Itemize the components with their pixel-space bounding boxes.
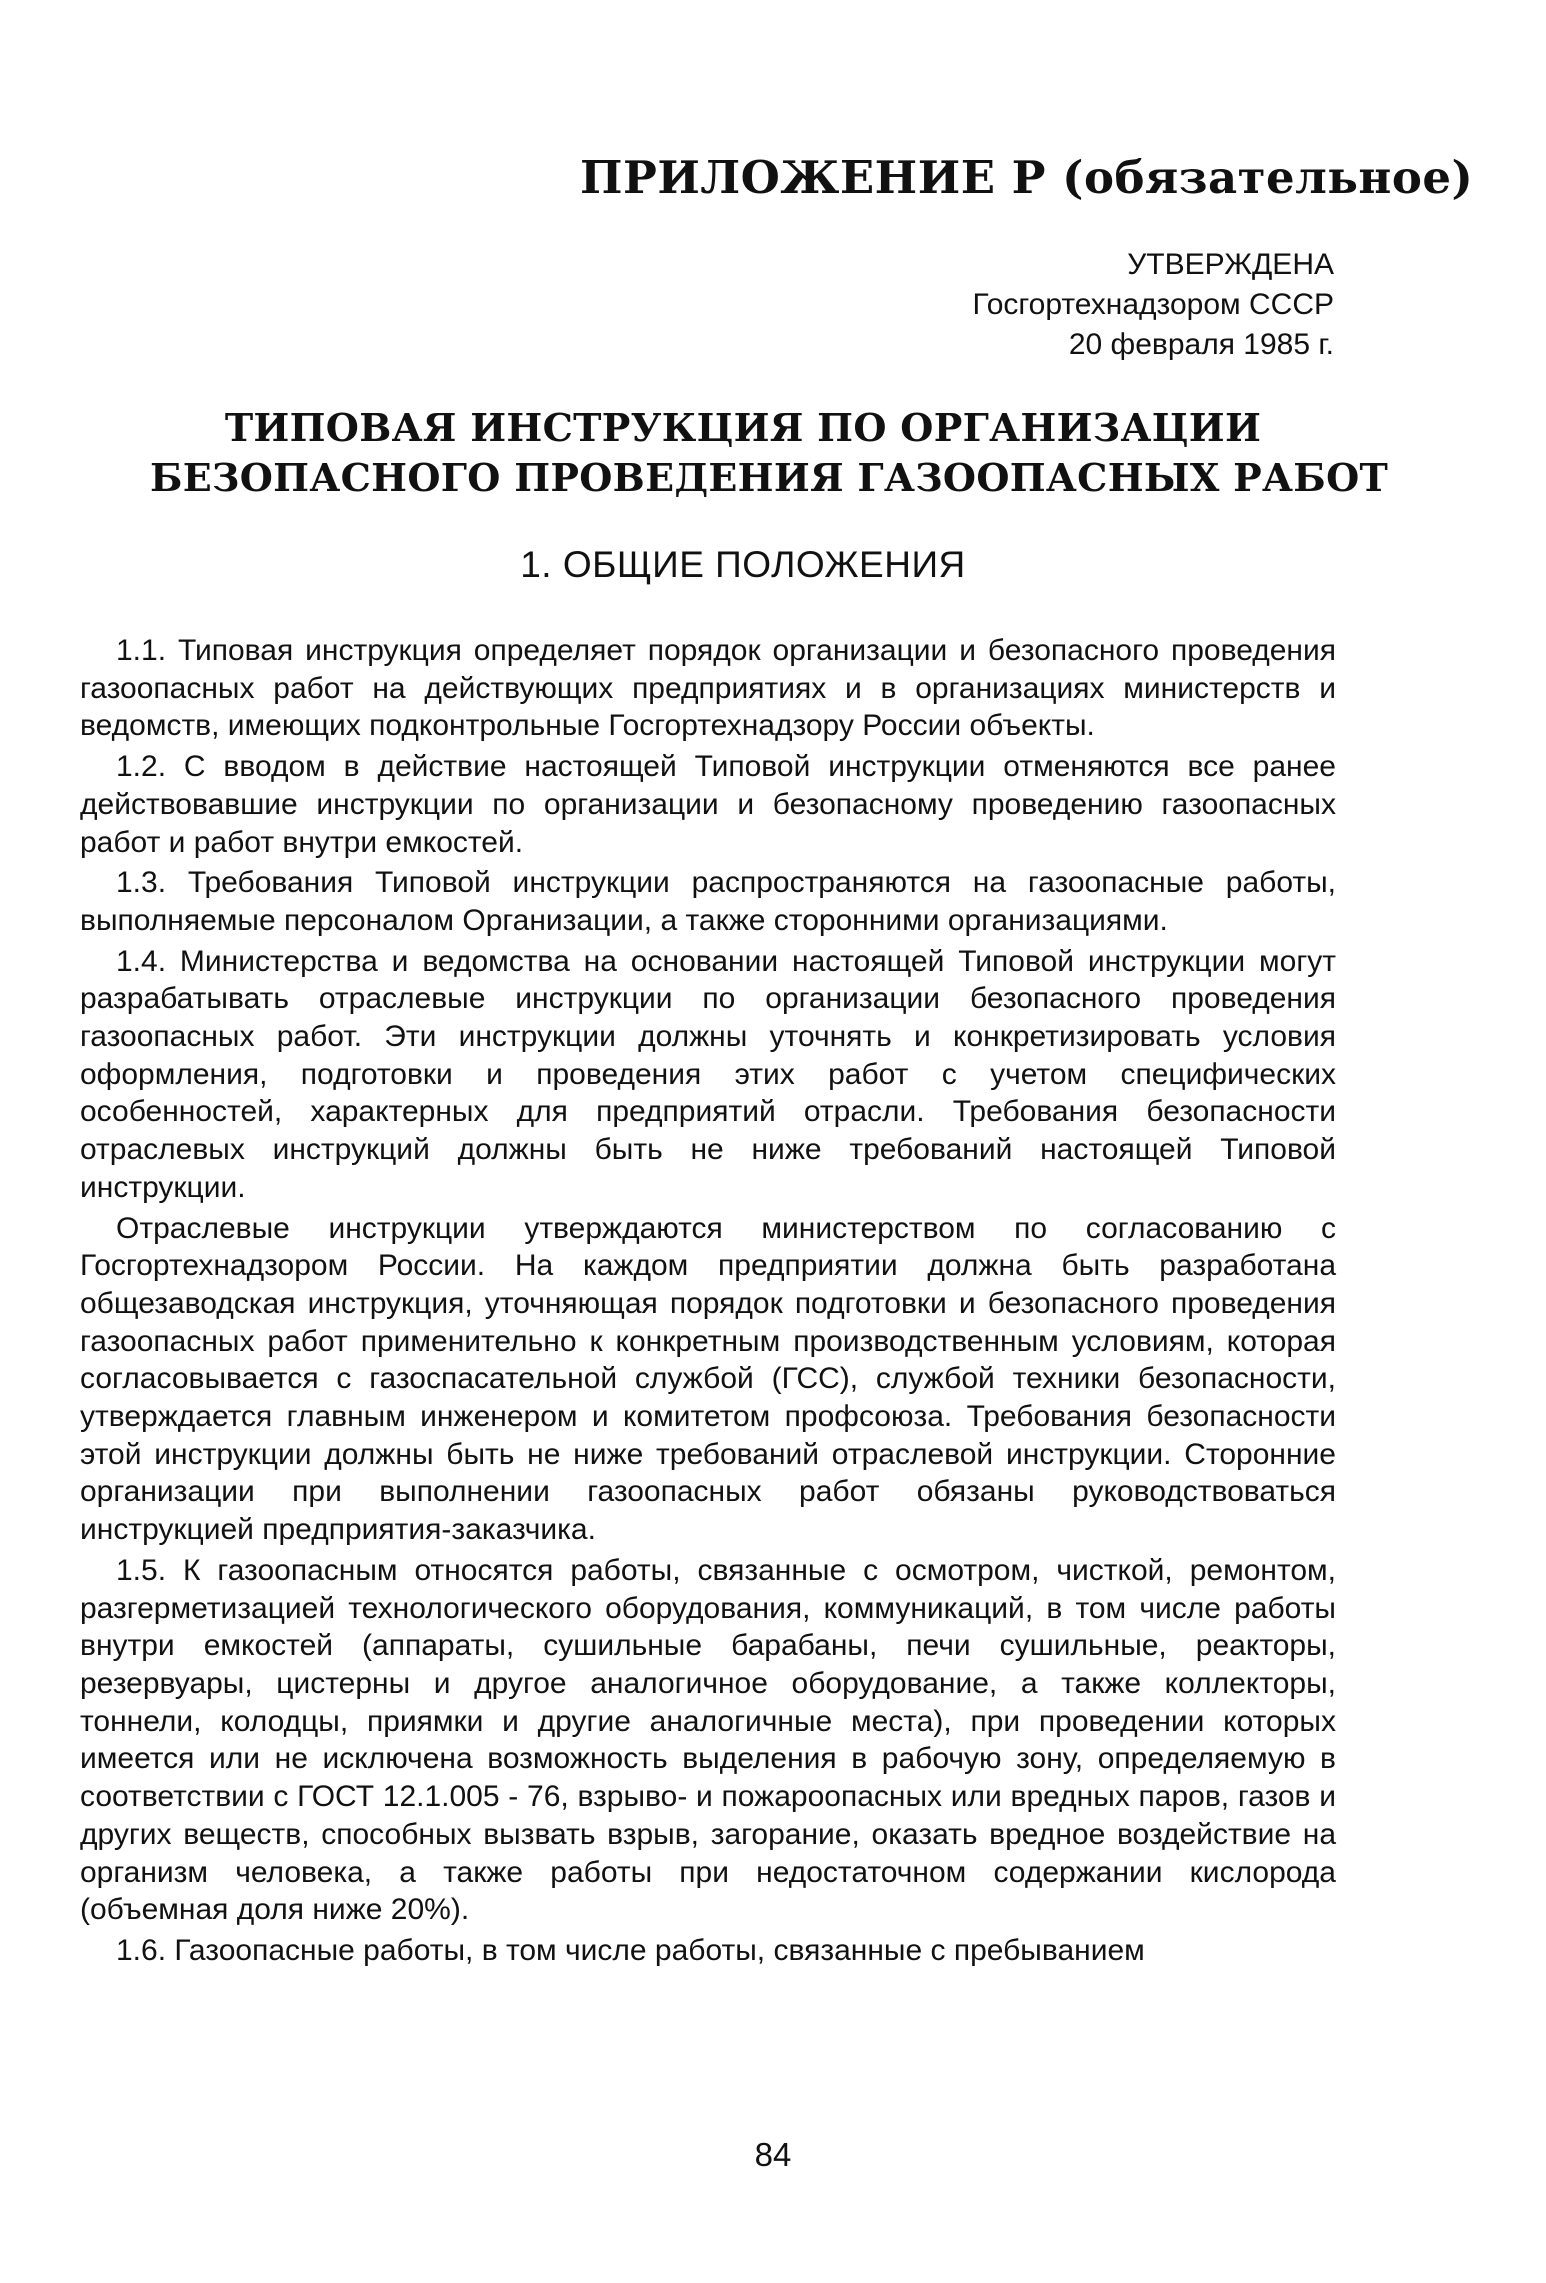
appendix-title: ПРИЛОЖЕНИЕ Р (обязательное): [580, 151, 1474, 204]
paragraph-1-5: 1.5. К газоопасным относятся работы, связанные с осмотром, чисткой, ремонтом, разгерметизацией технологического оборудования, коммуникаций, в том числе работы внутри емкостей (аппараты, сушильные барабаны, печи сушильные, реакторы, резервуары, цистерны и другое аналогичное оборудование, а также коллекторы, тоннели, колодцы, приямки и другие аналогичные места), при проведении которых имеется или не исключена возможность выделения в рабочую зону, определяемую в соответствии с ГОСТ 12.1.005 - 76, взрыво- и пожароопасных или вредных паров, газов и других веществ, способных вызвать взрыв, загорание, оказать вредное воздействие на организм человека, а также работы при недостаточном содержании кислорода (объемная доля ниже 20%).: [80, 1553, 1336, 1927]
section-heading: 1. ОБЩИЕ ПОЛОЖЕНИЯ: [520, 544, 966, 585]
approval-line-date: 20 февраля 1985 г.: [1068, 328, 1334, 361]
paragraph-1-4: 1.4. Министерства и ведомства на основании настоящей Типовой инструкции могут разрабатывать отраслевые инструкции по организации безопасного проведения газоопасных работ. Эти инструкции должны уточнять и конкретизировать условия оформления, подготовки и проведения этих работ с учетом специфических особенностей, характерных для предприятий отрасли. Требования безопасности отраслевых инструкций должны быть не ниже требований настоящей Типовой инструкции.: [80, 944, 1336, 1204]
paragraph-1-4-continued: Отраслевые инструкции утверждаются министерством по согласованию с Госгортехнадзором России. На каждом предприятии должна быть разработана общезаводская инструкция, уточняющая порядок подготовки и безопасного проведения газоопасных работ применительно к конкретным производственным условиям, которая согласовывается с газоспасательной службой (ГСС), службой техники безопасности, утверждается главным инженером и комитетом профсоюза. Требования безопасности этой инструкции должны быть не ниже требований отраслевой инструкции. Сторонние организации при выполнении газоопасных работ обязаны руководствоваться инструкцией предприятия-заказчика.: [80, 1211, 1336, 1547]
approval-line-authority: Госгортехнадзором СССР: [972, 288, 1334, 321]
page-number: 84: [754, 2136, 792, 2173]
document-title-line-2: БЕЗОПАСНОГО ПРОВЕДЕНИЯ ГАЗООПАСНЫХ РАБОТ: [150, 455, 1389, 500]
paragraph-1-1: 1.1. Типовая инструкция определяет порядок организации и безопасного проведения газоопасных работ на действующих предприятиях и в организациях министерств и ведомств, имеющих подконтрольные Госгортехнадзору России объекты.: [80, 634, 1336, 743]
approval-line-approved: УТВЕРЖДЕНА: [1127, 248, 1334, 281]
document-title-line-1: ТИПОВАЯ ИНСТРУКЦИЯ ПО ОРГАНИЗАЦИИ: [224, 405, 1262, 450]
paragraph-1-3: 1.3. Требования Типовой инструкции распространяются на газоопасные работы, выполняемые персоналом Организации, а также сторонними организациями.: [80, 866, 1336, 937]
paragraph-1-2: 1.2. С вводом в действие настоящей Типовой инструкции отменяются все ранее действовавшие инструкции по организации и безопасному проведению газоопасных работ и работ внутри емкостей.: [80, 750, 1336, 859]
document-title: [150, 403, 1389, 503]
approval-stamp-block: [972, 245, 1334, 365]
paragraph-1-6: 1.6. Газоопасные работы, в том числе работы, связанные с пребыванием: [116, 1933, 1145, 1967]
body-text: [80, 632, 1336, 1973]
